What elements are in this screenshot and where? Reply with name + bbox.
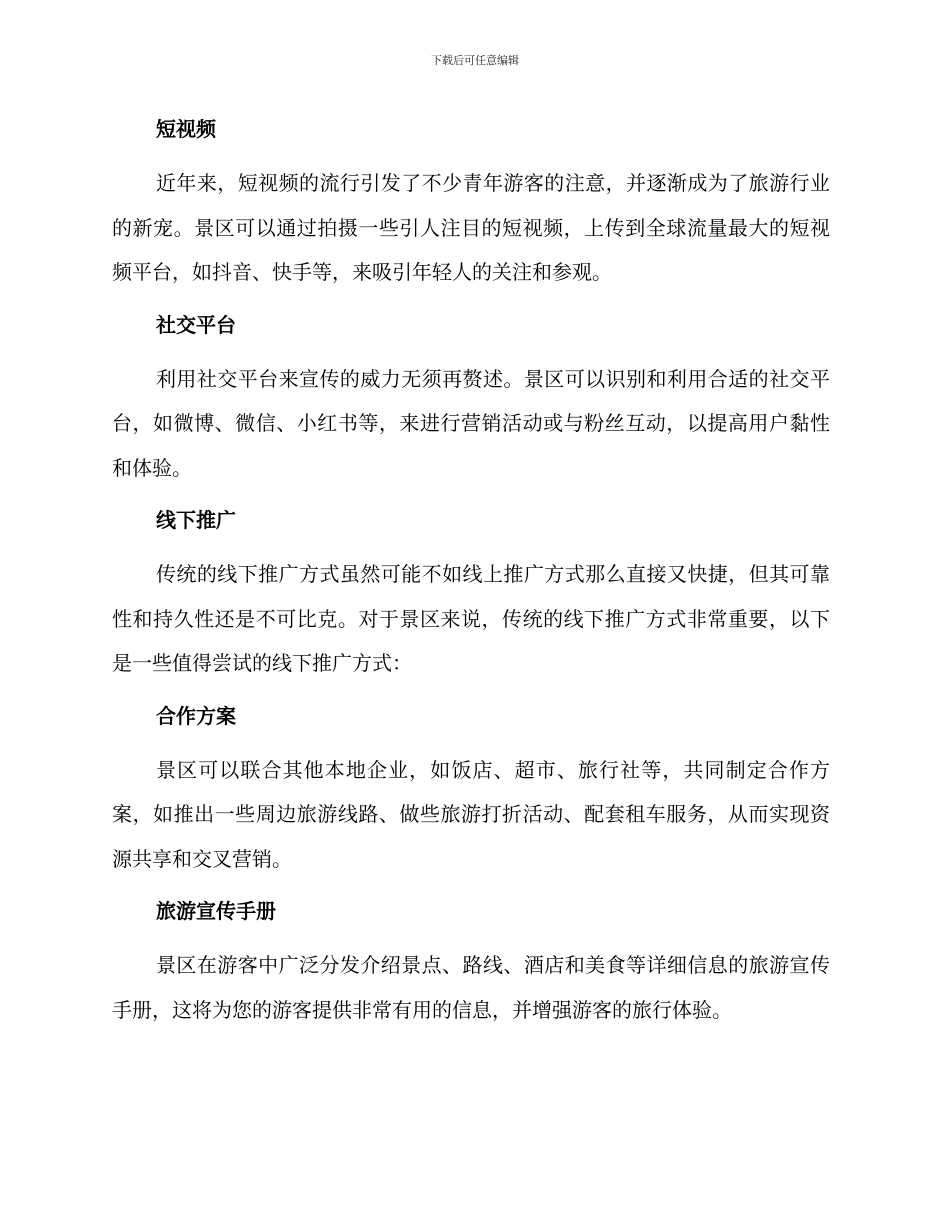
section-paragraph: 传统的线下推广方式虽然可能不如线上推广方式那么直接又快捷，但其可靠性和持久性还是不可比克。对于景区来说，传统的线下推广方式非常重要，以下是一些值得尝试的线下推广方式： (112, 562, 830, 675)
section-paragraph: 景区在游客中广泛分发介绍景点、路线、酒店和美食等详细信息的旅游宣传手册，这将为您的游客提供非常有用的信息，并增强游客的旅行体验。 (112, 953, 830, 1022)
section-heading: 线下推广 (156, 508, 236, 532)
section-heading: 短视频 (156, 117, 216, 141)
section-heading: 社交平台 (156, 312, 236, 337)
document-body (112, 111, 830, 1044)
section-travel-brochure (112, 893, 830, 1032)
section-offline-promotion (112, 502, 830, 686)
page-header-note: 下载后可任意编辑 (431, 54, 519, 67)
section-social-platform (112, 307, 830, 491)
section-heading: 旅游宣传手册 (156, 899, 276, 923)
section-short-video (112, 111, 830, 295)
section-heading: 合作方案 (156, 703, 236, 728)
section-paragraph: 近年来，短视频的流行引发了不少青年游客的注意，并逐渐成为了旅游行业的新宠。景区可以通过拍摄一些引人注目的短视频，上传到全球流量最大的短视频平台，如抖音、快手等，来吸引年轻人的关注和参观。 (112, 171, 830, 284)
section-paragraph: 景区可以联合其他本地企业，如饭店、超市、旅行社等，共同制定合作方案，如推出一些周边旅游线路、做些旅游打折活动、配套租车服务，从而实现资源共享和交叉营销。 (112, 757, 830, 871)
section-paragraph: 利用社交平台来宣传的威力无须再赘述。景区可以识别和利用合适的社交平台，如微博、微信、小红书等，来进行营销活动或与粉丝互动，以提高用户黏性和体验。 (112, 366, 830, 480)
section-cooperation-plan (112, 698, 830, 882)
